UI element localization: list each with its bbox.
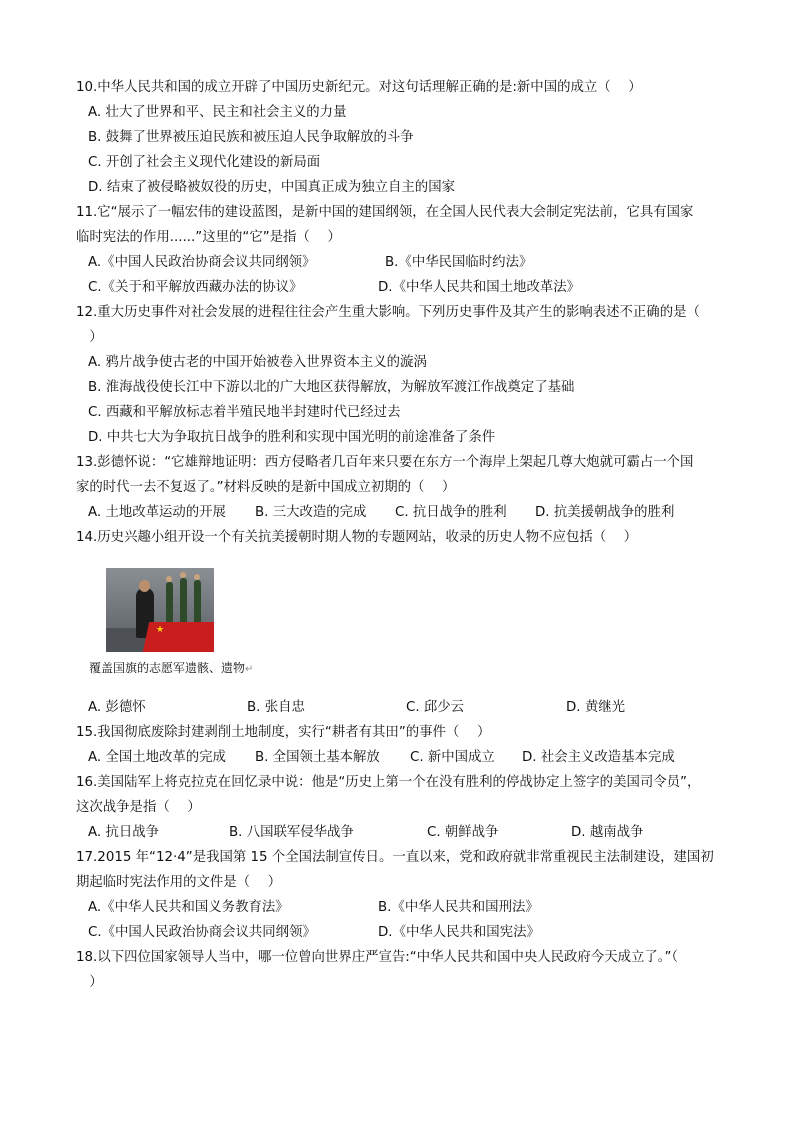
q17-option-b: B.《中华人民共和国刑法》	[378, 900, 539, 915]
q10-option-c: C. 开创了社会主义现代化建设的新局面	[88, 155, 321, 170]
q16-option-b: B. 八国联军侵华战争	[229, 825, 354, 840]
q11-option-b: B.《中华民国临时约法》	[385, 255, 533, 270]
q12-option-c: C. 西藏和平解放标志着半殖民地半封建时代已经过去	[88, 405, 401, 420]
photo-caption	[89, 660, 253, 678]
q17-option-a: A.《中华人民共和国义务教育法》	[88, 900, 289, 915]
q13-option-b: B. 三大改造的完成	[255, 505, 367, 520]
q10-option-d: D. 结束了被侵略被奴役的历史，中国真正成为独立自主的国家	[88, 180, 455, 195]
photo-official-head	[139, 580, 150, 592]
q12-option-d: D. 中共七大为争取抗日战争的胜利和实现中国光明的前途准备了条件	[88, 430, 496, 445]
q10-option-b: B. 鼓舞了世界被压迫民族和被压迫人民争取解放的斗争	[88, 130, 414, 145]
q14-option-a: A. 彭德怀	[88, 700, 146, 715]
q17-option-c: C.《中国人民政治协商会议共同纲领》	[88, 925, 316, 940]
volunteer-remains-photo	[106, 568, 214, 652]
q16-option-c: C. 朝鲜战争	[427, 825, 499, 840]
paragraph-mark-icon: ↵	[245, 664, 254, 675]
q16-stem-line1: 16.美国陆军上将克拉克在回忆录中说：他是“历史上第一个在没有胜利的停战协定上签字的美国司令员”，	[76, 775, 701, 790]
q13-option-a: A. 土地改革运动的开展	[88, 505, 226, 520]
q17-stem-line2: 期起临时宪法作用的文件是（ ）	[76, 875, 282, 890]
q15-option-a: A. 全国土地改革的完成	[88, 750, 226, 765]
q17-option-d: D.《中华人民共和国宪法》	[378, 925, 540, 940]
q17-stem-line1: 17.2015 年“12·4”是我国第 15 个全国法制宣传日。一直以来，党和政府就非常重视民主法制建设，建国初	[76, 850, 714, 865]
q14-option-d: D. 黄继光	[566, 700, 625, 715]
q14-stem: 14.历史兴趣小组开设一个有关抗美援朝时期人物的专题网站，收录的历史人物不应包括（ ）	[76, 530, 638, 545]
q16-option-a: A. 抗日战争	[88, 825, 159, 840]
flag-star-icon: ★	[156, 625, 165, 635]
q12-stem-line2: ）	[76, 330, 103, 345]
q10-option-a: A. 壮大了世界和平、民主和社会主义的力量	[88, 105, 347, 120]
q13-stem-line2: 家的时代一去不复返了。”材料反映的是新中国成立初期的（ ）	[76, 480, 456, 495]
q11-stem-line2: 临时宪法的作用......”这里的“它”是指（ ）	[76, 230, 341, 245]
q12-option-a: A. 鸦片战争使古老的中国开始被卷入世界资本主义的漩涡	[88, 355, 427, 370]
q14-option-b: B. 张自忠	[247, 700, 305, 715]
q13-option-c: C. 抗日战争的胜利	[395, 505, 507, 520]
photo-soldier	[166, 582, 173, 626]
q12-option-b: B. 淮海战役使长江中下游以北的广大地区获得解放，为解放军渡江作战奠定了基础	[88, 380, 575, 395]
q11-option-d: D.《中华人民共和国土地改革法》	[378, 280, 581, 295]
q15-option-b: B. 全国领土基本解放	[255, 750, 380, 765]
q10-stem: 10.中华人民共和国的成立开辟了中国历史新纪元。对这句话理解正确的是:新中国的成立（ ）	[76, 80, 642, 95]
q16-stem-line2: 这次战争是指（ ）	[76, 800, 201, 815]
q12-stem-line1: 12.重大历史事件对社会发展的进程往往会产生重大影响。下列历史事件及其产生的影响表述不正确的是（	[76, 305, 700, 320]
q16-option-d: D. 越南战争	[571, 825, 644, 840]
q11-option-a: A.《中国人民政治协商会议共同纲领》	[88, 255, 316, 270]
photo-soldier-head	[166, 576, 172, 582]
q18-stem-line1: 18.以下四位国家领导人当中，哪一位曾向世界庄严宣告:“中华人民共和国中央人民政府今天成立了。”（	[76, 950, 679, 965]
q15-stem: 15.我国彻底废除封建剥削土地制度，实行“耕者有其田”的事件（ ）	[76, 725, 491, 740]
q15-option-d: D. 社会主义改造基本完成	[522, 750, 675, 765]
q14-option-c: C. 邱少云	[406, 700, 465, 715]
photo-soldier-head	[180, 572, 186, 578]
q13-option-d: D. 抗美援朝战争的胜利	[535, 505, 675, 520]
photo-soldier	[194, 580, 201, 624]
photo-caption-text: 覆盖国旗的志愿军遗骸、遗物	[89, 661, 246, 675]
photo-soldier	[180, 578, 187, 622]
flag-draped-coffin	[143, 622, 214, 652]
q11-option-c: C.《关于和平解放西藏办法的协议》	[88, 280, 303, 295]
q11-stem-line1: 11.它“展示了一幅宏伟的建设蓝图，是新中国的建国纲领，在全国人民代表大会制定宪法前，它具有国家	[76, 205, 694, 220]
photo-soldier-head	[194, 574, 200, 580]
q18-stem-line2: ）	[76, 975, 103, 990]
q13-stem-line1: 13.彭德怀说：“它雄辩地证明：西方侵略者几百年来只要在东方一个海岸上架起几尊大炮就可霸占一个国	[76, 455, 694, 470]
q15-option-c: C. 新中国成立	[410, 750, 495, 765]
